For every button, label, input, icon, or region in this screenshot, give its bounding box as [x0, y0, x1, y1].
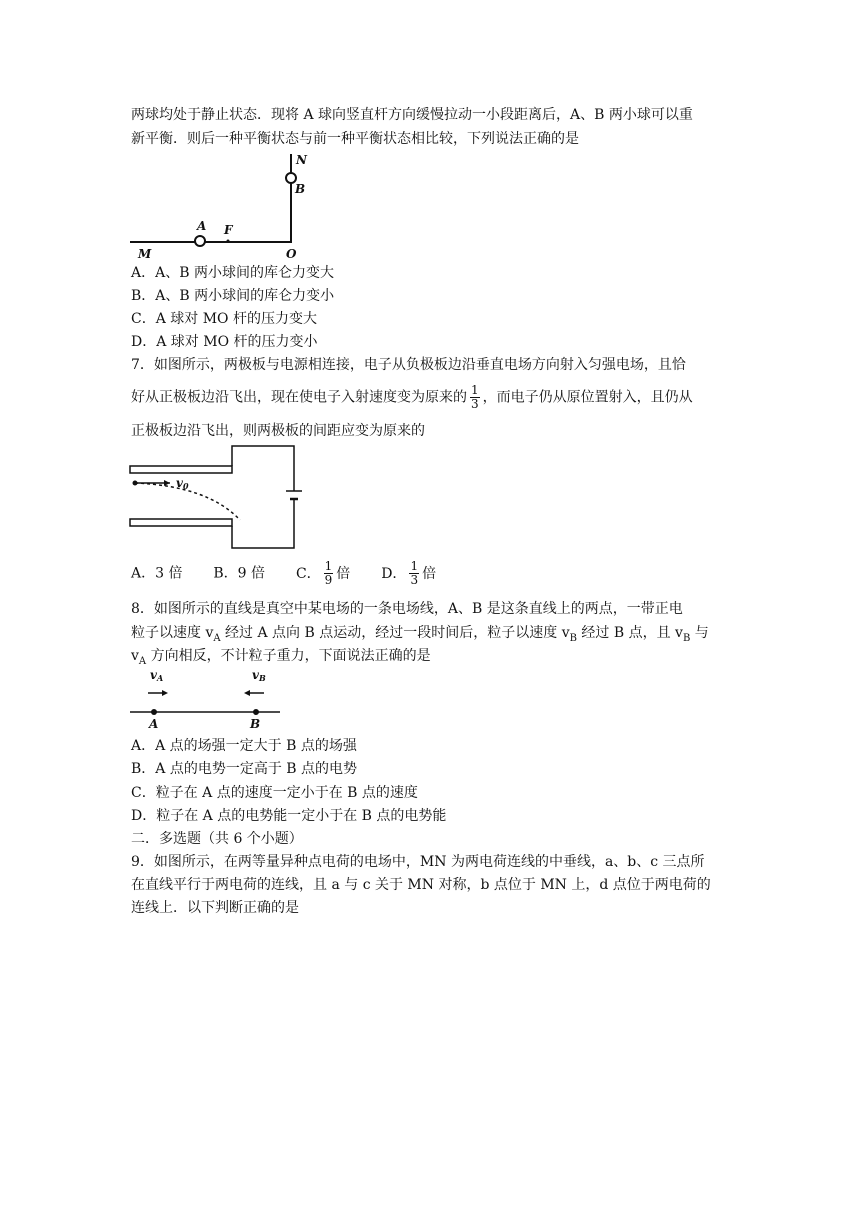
label-f: F [224, 223, 233, 237]
label-o: O [286, 247, 297, 261]
label-n: N [296, 153, 307, 167]
q8-option-a: A．A 点的场强一定大于 B 点的场强 [131, 738, 357, 754]
q7-option-d: D． $\frac{1}{3}$ 倍 [381, 559, 437, 587]
q9-stem-line1: 9．如图所示，在两等量异种点电荷的电场中，MN 为两电荷连线的中垂线，a、b、c 三点所 [131, 854, 705, 870]
q7-figure [128, 442, 308, 552]
label-b: B [250, 717, 261, 731]
q8-stem-line1: 8．如图所示的直线是真空中某电场的一条电场线，A、B 是这条直线上的两点，一带正电 [131, 601, 683, 617]
q6-option-c: C．A 球对 MO 杆的压力变大 [131, 311, 317, 327]
label-va: vA [150, 668, 164, 683]
q6-stem-line1: 两球均处于静止状态．现将 A 球向竖直杆方向缓慢拉动一小段距离后，A、B 两小球可以重 [131, 107, 693, 123]
q9-stem-line3: 连线上．以下判断正确的是 [131, 900, 299, 916]
label-m: M [138, 247, 152, 261]
q7-fraction: $\frac{1}{3}$ [471, 383, 479, 411]
q8-option-c: C．粒子在 A 点的速度一定小于在 B 点的速度 [131, 785, 418, 801]
q7-option-a: A．3 倍 [131, 565, 183, 582]
q6-option-b: B．A、B 两小球间的库仑力变小 [131, 288, 335, 304]
q7-option-b: B．9 倍 [213, 565, 266, 582]
q7-stem-line1: 7．如图所示，两极板与电源相连接，电子从负极板边沿垂直电场方向射入匀强电场，且恰 [131, 357, 686, 373]
q8-figure [128, 666, 288, 732]
q8-option-d: D．粒子在 A 点的电势能一定小于在 B 点的电势能 [131, 808, 447, 824]
q6-option-a: A．A、B 两小球间的库仑力变大 [131, 265, 334, 281]
label-vb: vB [252, 668, 266, 683]
label-a: A [197, 219, 207, 233]
section2-title: 二．多选题（共 6 个小题） [131, 831, 303, 847]
q6-figure [128, 150, 308, 265]
q7-stem-line2-a: 好从正极板边沿飞出，现在使电子入射速度变为原来的 [131, 389, 467, 406]
wire-lower [232, 499, 294, 548]
q7-option-c: C． $\frac{1}{9}$ 倍 [295, 559, 351, 587]
q7-stem-line2-b: ，而电子仍从原位置射入，且仍从 [482, 389, 693, 406]
ball-a [195, 236, 205, 246]
q6-option-d: D．A 球对 MO 杆的压力变小 [131, 334, 318, 350]
wire-upper [232, 446, 294, 491]
q8-option-b: B．A 点的电势一定高于 B 点的电势 [131, 761, 358, 777]
q7-stem-line2 [131, 384, 693, 411]
q8-stem-line3: $v_A$ 方向相反，不计粒子重力，下面说法正确的是 [131, 648, 431, 667]
point-f [227, 240, 230, 243]
upper-plate [130, 466, 232, 473]
label-v0: v0 [176, 476, 189, 491]
label-a: A [149, 717, 159, 731]
label-b: B [295, 182, 306, 196]
q7-stem-line3: 正极板边沿飞出，则两极板的间距应变为原来的 [131, 423, 425, 439]
lower-plate [130, 519, 232, 526]
q9-stem-line2: 在直线平行于两电荷的连线，且 a 与 c 关于 MN 对称，b 点位于 MN 上，d 点位于两电荷的 [131, 877, 711, 893]
q7-options [131, 560, 436, 587]
q6-stem-line2: 新平衡．则后一种平衡状态与前一种平衡状态相比较，下列说法正确的是 [131, 131, 579, 147]
point-b [253, 709, 259, 715]
point-a [151, 709, 157, 715]
q8-stem-line2: 粒子以速度 $v_A$ 经过 A 点向 B 点运动，经过一段时间后，粒子以速度 $v_B$ 经过 B 点，且 $v_B$ 与 [131, 625, 709, 644]
